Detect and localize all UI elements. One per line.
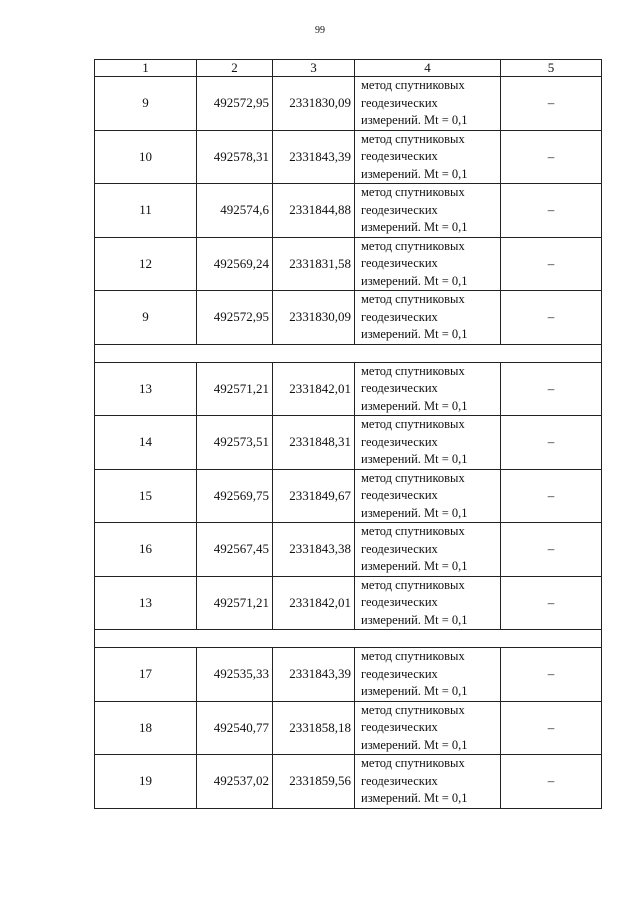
method-text-line: геодезических [361, 381, 438, 395]
method-text-line: метод спутниковых [361, 238, 465, 253]
table-row [95, 576, 602, 630]
point-number-cell: 16 [95, 523, 197, 577]
table-row [95, 184, 602, 238]
method-text-line: измерений. Mt = 0,1 [361, 113, 468, 127]
method-text-line: геодезических [361, 488, 438, 502]
y-coordinate-cell: 2331843,39 [273, 130, 355, 184]
method-text-line: измерений. Mt = 0,1 [361, 505, 468, 520]
method-text-line: геодезических [361, 720, 438, 734]
point-number-cell: 18 [95, 701, 197, 755]
x-coordinate-cell: 492578,31 [197, 130, 273, 184]
method-text-line: метод спутниковых [361, 649, 465, 663]
table-row [95, 701, 602, 755]
point-number-cell: 19 [95, 755, 197, 809]
method-text-line: метод спутниковых [361, 524, 465, 538]
description-cell: – [501, 469, 602, 523]
method-text-line: измерений. Mt = 0,1 [361, 452, 468, 466]
point-number-cell: 11 [95, 184, 197, 238]
method-text-line: метод спутниковых [361, 470, 465, 485]
method-text-line: геодезических [361, 773, 438, 788]
y-coordinate-cell: 2331842,01 [273, 576, 355, 630]
table-row [95, 130, 602, 184]
method-text-line: метод спутниковых [361, 131, 465, 146]
x-coordinate-cell: 492574,6 [197, 184, 273, 238]
description-cell: – [501, 701, 602, 755]
method-text-line: геодезических [361, 95, 438, 110]
table-row [95, 416, 602, 470]
point-number-cell: 14 [95, 416, 197, 470]
description-cell: – [501, 184, 602, 238]
y-coordinate-cell: 2331842,01 [273, 362, 355, 416]
column-header: 3 [273, 60, 355, 77]
method-cell [355, 755, 501, 809]
method-cell [355, 362, 501, 416]
x-coordinate-cell: 492571,21 [197, 362, 273, 416]
column-header: 1 [95, 60, 197, 77]
point-number-cell: 17 [95, 648, 197, 702]
method-text-line: геодезических [361, 666, 438, 681]
method-cell [355, 648, 501, 702]
description-cell: – [501, 77, 602, 131]
description-cell: – [501, 523, 602, 577]
y-coordinate-cell: 2331843,39 [273, 648, 355, 702]
x-coordinate-cell: 492535,33 [197, 648, 273, 702]
page-number: 99 [315, 25, 325, 36]
method-text-line: метод спутниковых [361, 363, 465, 378]
description-cell: – [501, 416, 602, 470]
description-cell: – [501, 755, 602, 809]
method-text-line: измерений. Mt = 0,1 [361, 220, 468, 234]
separator-cell [95, 630, 602, 648]
x-coordinate-cell: 492537,02 [197, 755, 273, 809]
method-cell [355, 523, 501, 577]
y-coordinate-cell: 2331831,58 [273, 237, 355, 291]
description-cell: – [501, 362, 602, 416]
table-separator-row [95, 630, 602, 648]
description-cell: – [501, 291, 602, 345]
method-cell [355, 77, 501, 131]
y-coordinate-cell: 2331843,38 [273, 523, 355, 577]
y-coordinate-cell: 2331858,18 [273, 701, 355, 755]
method-text-line: измерений. Mt = 0,1 [361, 791, 468, 805]
y-coordinate-cell: 2331849,67 [273, 469, 355, 523]
method-text-line: метод спутниковых [361, 185, 465, 199]
column-header: 5 [501, 60, 602, 77]
point-number-cell: 9 [95, 77, 197, 131]
method-text-line: метод спутниковых [361, 756, 465, 770]
y-coordinate-cell: 2331844,88 [273, 184, 355, 238]
x-coordinate-cell: 492572,95 [197, 77, 273, 131]
description-cell: – [501, 576, 602, 630]
x-coordinate-cell: 492567,45 [197, 523, 273, 577]
point-number-cell: 10 [95, 130, 197, 184]
method-cell [355, 576, 501, 630]
method-text-line: измерений. Mt = 0,1 [361, 559, 468, 573]
table-row [95, 469, 602, 523]
table-row [95, 362, 602, 416]
table-row [95, 77, 602, 131]
table-separator-row [95, 344, 602, 362]
x-coordinate-cell: 492569,24 [197, 237, 273, 291]
method-text-line: метод спутниковых [361, 417, 465, 431]
y-coordinate-cell: 2331848,31 [273, 416, 355, 470]
x-coordinate-cell: 492571,21 [197, 576, 273, 630]
point-number-cell: 12 [95, 237, 197, 291]
point-number-cell: 15 [95, 469, 197, 523]
method-text-line: метод спутниковых [361, 702, 465, 717]
method-text-line: геодезических [361, 309, 438, 324]
method-text-line: геодезических [361, 202, 438, 217]
coordinates-table [94, 59, 602, 809]
method-text-line: геодезических [361, 149, 438, 163]
table-header-row [95, 60, 602, 77]
method-cell [355, 416, 501, 470]
x-coordinate-cell: 492573,51 [197, 416, 273, 470]
x-coordinate-cell: 492572,95 [197, 291, 273, 345]
table-row [95, 523, 602, 577]
table-row [95, 755, 602, 809]
method-cell [355, 184, 501, 238]
method-cell [355, 130, 501, 184]
method-cell [355, 237, 501, 291]
method-cell [355, 291, 501, 345]
method-cell [355, 701, 501, 755]
method-text-line: геодезических [361, 541, 438, 556]
separator-cell [95, 344, 602, 362]
point-number-cell: 13 [95, 576, 197, 630]
method-text-line: измерений. Mt = 0,1 [361, 612, 468, 627]
point-number-cell: 9 [95, 291, 197, 345]
method-text-line: геодезических [361, 595, 438, 609]
description-cell: – [501, 648, 602, 702]
x-coordinate-cell: 492540,77 [197, 701, 273, 755]
column-header: 2 [197, 60, 273, 77]
method-text-line: измерений. Mt = 0,1 [361, 273, 468, 288]
method-text-line: геодезических [361, 434, 438, 449]
method-text-line: измерений. Mt = 0,1 [361, 327, 468, 341]
description-cell: – [501, 130, 602, 184]
method-cell [355, 469, 501, 523]
method-text-line: измерений. Mt = 0,1 [361, 737, 468, 752]
description-cell: – [501, 237, 602, 291]
x-coordinate-cell: 492569,75 [197, 469, 273, 523]
method-text-line: метод спутниковых [361, 577, 465, 592]
table-row [95, 291, 602, 345]
method-text-line: измерений. Mt = 0,1 [361, 166, 468, 181]
table-row [95, 237, 602, 291]
method-text-line: метод спутниковых [361, 78, 465, 92]
method-text-line: измерений. Mt = 0,1 [361, 398, 468, 413]
method-text-line: геодезических [361, 256, 438, 270]
method-text-line: метод спутниковых [361, 292, 465, 306]
column-header: 4 [355, 60, 501, 77]
table-row [95, 648, 602, 702]
y-coordinate-cell: 2331830,09 [273, 291, 355, 345]
point-number-cell: 13 [95, 362, 197, 416]
y-coordinate-cell: 2331859,56 [273, 755, 355, 809]
y-coordinate-cell: 2331830,09 [273, 77, 355, 131]
method-text-line: измерений. Mt = 0,1 [361, 684, 468, 698]
